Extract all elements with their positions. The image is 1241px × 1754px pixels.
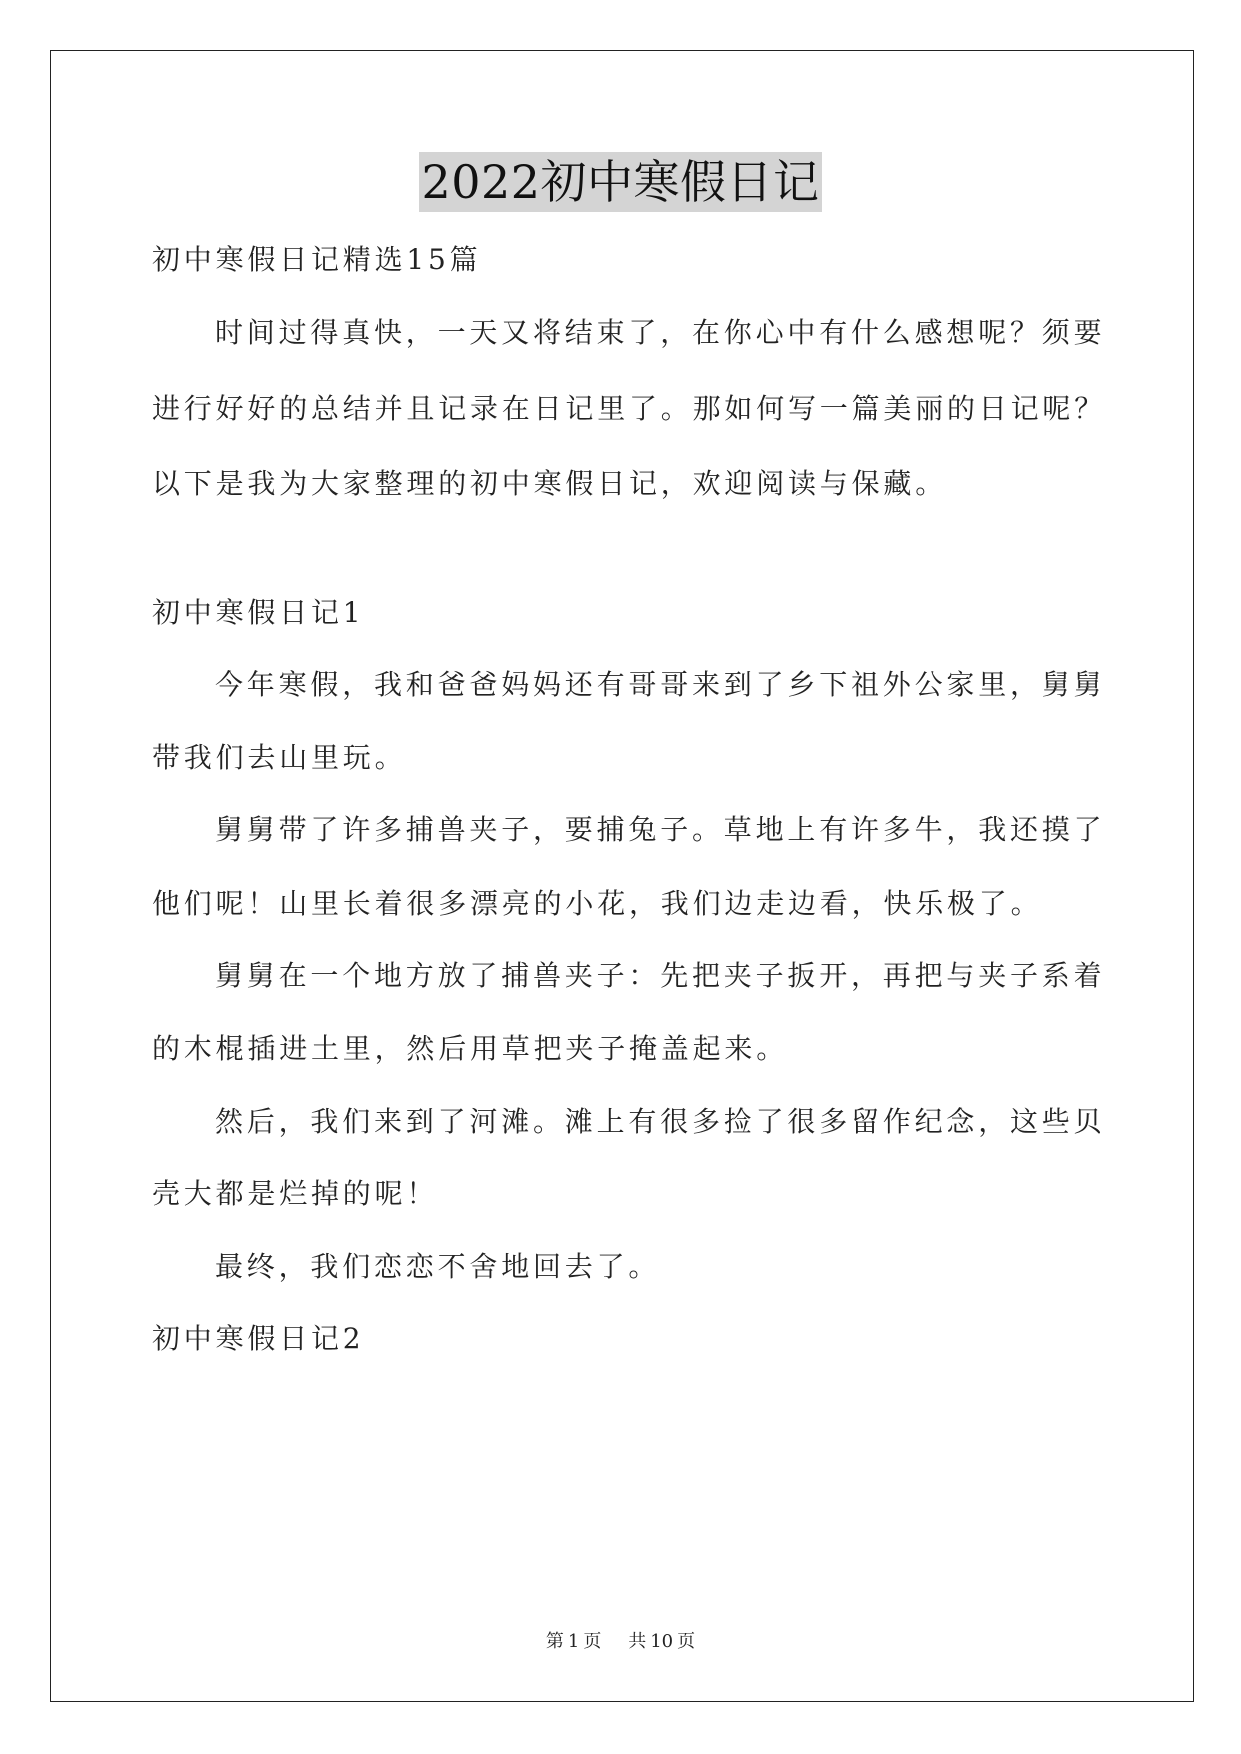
paragraph-line: 然后，我们来到了河滩。滩上有很多捡了很多留作纪念，这些贝 xyxy=(215,1105,1106,1138)
footer-page-suffix: 页 xyxy=(583,1631,602,1652)
footer-page-prefix: 第 xyxy=(545,1631,564,1652)
document-title: 2022初中寒假日记 xyxy=(419,152,821,212)
section-heading-1: 初中寒假日记1 xyxy=(152,596,365,629)
paragraph-line: 最终，我们恋恋不舍地回去了。 xyxy=(215,1250,661,1283)
document-subtitle: 初中寒假日记精选15篇 xyxy=(152,243,482,276)
page-footer xyxy=(0,1630,1241,1654)
paragraph-line: 壳大都是烂掉的呢！ xyxy=(152,1177,439,1210)
page-border xyxy=(50,50,1194,1702)
paragraph-line: 舅舅带了许多捕兽夹子，要捕兔子。草地上有许多牛，我还摸了 xyxy=(215,813,1106,846)
footer-total-pages: 10 xyxy=(650,1631,674,1652)
section-heading-2: 初中寒假日记2 xyxy=(152,1322,365,1355)
intro-line-3: 以下是我为大家整理的初中寒假日记，欢迎阅读与保藏。 xyxy=(152,467,948,500)
title-wrap xyxy=(0,152,1241,212)
paragraph-line: 舅舅在一个地方放了捕兽夹子：先把夹子扳开，再把与夹子系着 xyxy=(215,959,1106,992)
footer-total-suffix: 页 xyxy=(677,1631,696,1652)
paragraph-line: 今年寒假，我和爸爸妈妈还有哥哥来到了乡下祖外公家里，舅舅 xyxy=(215,668,1106,701)
paragraph-line: 他们呢！山里长着很多漂亮的小花，我们边走边看，快乐极了。 xyxy=(152,887,1043,920)
footer-total-prefix: 共 xyxy=(628,1631,647,1652)
paragraph-line: 的木棍插进土里，然后用草把夹子掩盖起来。 xyxy=(152,1032,789,1065)
paragraph-line: 带我们去山里玩。 xyxy=(152,741,407,774)
footer-page-number: 1 xyxy=(567,1631,580,1652)
intro-line-1: 时间过得真快，一天又将结束了，在你心中有什么感想呢？须要 xyxy=(215,316,1106,349)
intro-line-2: 进行好好的总结并且记录在日记里了。那如何写一篇美丽的日记呢？ xyxy=(152,392,1107,425)
